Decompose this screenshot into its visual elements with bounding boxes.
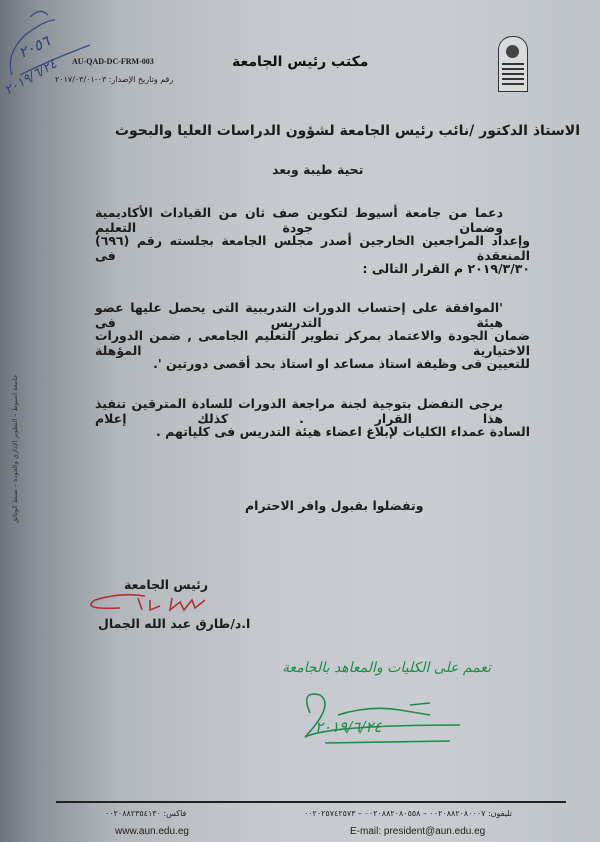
signer-title: رئيس الجامعة xyxy=(124,577,209,592)
signer-name: ا.د/طارق عبد الله الجمال xyxy=(98,616,251,631)
paragraph-3-line: السادة عمداء الكليات لإبلاغ اعضاء هيئة التدريس فى كلياتهم . xyxy=(156,424,530,439)
form-code: AU-QAD-DC-FRM-003 xyxy=(72,57,154,66)
closing: وتفضلوا بقبول وافر الاحترام xyxy=(245,498,424,513)
handwritten-ref-date: ٢٠١٩/٦/٢٤ xyxy=(2,56,60,99)
issue-date: رقم وتاريخ الإصدار: ٠٣-٢٠١٧/٠٣/٠١ xyxy=(55,75,174,84)
handwritten-annotation: تعمم على الكليات والمعاهد بالجامعة xyxy=(282,660,491,676)
decision-line: ضمان الجودة والاعتماد بمركز تطوير التعليم الجامعى , ضمن الدورات الاختيارية المؤهلة xyxy=(95,328,530,358)
decision-line: 'الموافقة على إحتساب الدورات التدريبية التى يحصل عليها عضو هيئة التدريس فى xyxy=(95,300,503,330)
paragraph-1-line: دعما من جامعة أسيوط لتكوين صف ثان من القيادات الأكاديمية وضمان جودة التعليم xyxy=(95,205,503,235)
logo-sun xyxy=(506,45,519,58)
footer-phone: تليفون: ٠٠٢٠٨٨٢٠٨٠٠٠٧ – ٠٠٢٠٨٨٢٠٨٠٥٥٨ – ٠٠٢٠٢٥٧٤٢٥٧٣ xyxy=(303,809,512,818)
footer-divider xyxy=(56,801,566,803)
footer-fax: فاكس: ٠٠٢٠٨٨٢٣٥٤١٣٠ xyxy=(105,809,187,818)
footer-website[interactable]: www.aun.edu.eg xyxy=(115,826,189,837)
side-document-control-text: جامعة أسيوط – التطوير الإداري والجودة – ضبط الوثائق xyxy=(11,374,19,524)
green-signature xyxy=(290,685,490,745)
logo-text xyxy=(502,63,524,85)
footer-email[interactable]: E-mail: president@aun.edu.eg xyxy=(350,826,486,837)
handwritten-ref-number: ٢٠٥٦ xyxy=(15,32,53,62)
paragraph-1-line: وإعداد المراجعين الخارجين أصدر مجلس الجامعة بجلسته رقم (٦٩٦) المنعقدة فى xyxy=(95,233,530,263)
greeting: تحية طيبة وبعد xyxy=(272,162,364,177)
office-title: مكتب رئيس الجامعة xyxy=(232,54,369,70)
paragraph-1-line: ٢٠١٩/٣/٣٠ م القرار التالى : xyxy=(362,261,530,276)
annotation-date: ٢٠١٩/٦/٢٤ xyxy=(315,718,382,736)
university-logo xyxy=(498,36,528,92)
addressee: الاستاذ الدكتور /نائب رئيس الجامعة لشؤون الدراسات العليا والبحوث xyxy=(114,123,580,139)
decision-line: للتعيين فى وظيفة استاذ مساعد او استاذ بحد أقصى دورتين '. xyxy=(153,356,530,371)
paragraph-3-line: يرجى التفضل بتوجية لجنة مراجعة الدورات للسادة المترقين تنفيذ هذا القرار . كذلك إعلام xyxy=(95,396,503,426)
